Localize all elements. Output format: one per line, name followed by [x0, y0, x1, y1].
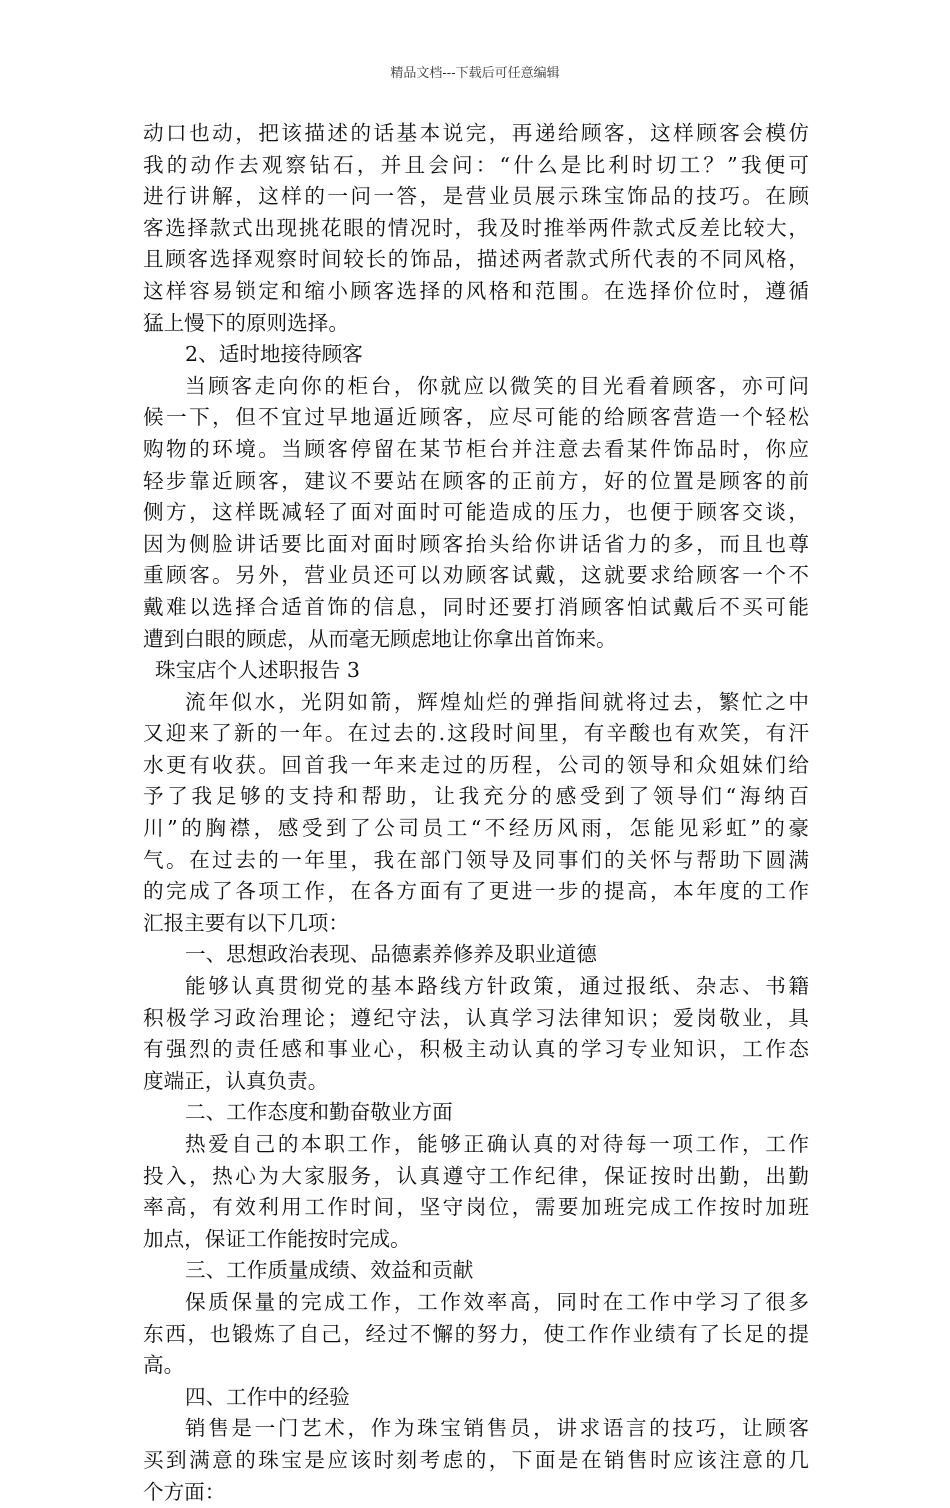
text-line: 汇报主要有以下几项：	[143, 910, 349, 935]
text-line: 一、思想政治表现、品德素养修养及职业道德	[185, 942, 597, 967]
text-line: 猛上慢下的原则选择。	[143, 310, 349, 335]
text-line: 轻步靠近顾客，建议不要站在顾客的正前方，好的位置是顾客的前	[143, 468, 809, 493]
text-line: 买到满意的珠宝是应该时刻考虑的，下面是在销售时应该注意的几	[143, 1447, 809, 1472]
text-line: 2、适时地接待顾客	[185, 342, 363, 367]
text-line: 进行讲解，这样的一问一答，是营业员展示珠宝饰品的技巧。在顾	[143, 184, 809, 209]
text-line: 水更有收获。回首我一年来走过的历程，公司的领导和众姐妹们给	[143, 752, 809, 777]
text-line: 度端正，认真负责。	[143, 1068, 329, 1093]
page-header: 精品文档---下载后可任意编辑	[390, 66, 560, 81]
text-line: 高。	[143, 1353, 185, 1378]
text-line: 因为侧脸讲话要比面对面时顾客抬头给你讲话省力的多，而且也尊	[143, 531, 809, 556]
text-line: 这样容易锁定和缩小顾客选择的风格和范围。在选择价位时，遵循	[143, 278, 809, 303]
text-line: 投入，热心为大家服务，认真遵守工作纪律，保证按时出勤，出勤	[143, 1163, 809, 1188]
section-heading: 珠宝店个人述职报告 3	[155, 658, 360, 683]
text-line: 流年似水，光阴如箭，辉煌灿烂的弹指间就将过去，繁忙之中	[185, 689, 809, 714]
text-line: 东西，也锻炼了自己，经过不懈的努力，使工作作业绩有了长足的提	[143, 1321, 809, 1346]
text-line: 当顾客走向你的柜台，你就应以微笑的目光看着顾客，亦可问	[185, 373, 809, 398]
text-line: 戴难以选择合适首饰的信息，同时还要打消顾客怕试戴后不买可能	[143, 594, 809, 619]
text-line: 二、工作态度和勤奋敬业方面	[185, 1100, 453, 1125]
text-line: 三、工作质量成绩、效益和贡献	[185, 1258, 474, 1283]
text-line: 且顾客选择观察时间较长的饰品，描述两者款式所代表的不同风格，	[143, 247, 809, 272]
text-line: 予了我足够的支持和帮助，让我充分的感受到了领导们“海纳百	[143, 784, 809, 809]
text-line: 重顾客。另外，营业员还可以劝顾客试戴，这就要求给顾客一个不	[143, 563, 809, 588]
document-body	[143, 118, 809, 1508]
text-line: 动口也动，把该描述的话基本说完，再递给顾客，这样顾客会模仿	[143, 121, 809, 145]
text-line: 我的动作去观察钻石，并且会问：“什么是比利时切工？”我便可	[143, 152, 809, 177]
text-line: 加点，保证工作能按时完成。	[143, 1226, 411, 1251]
text-line: 遭到白眼的顾虑，从而毫无顾虑地让你拿出首饰来。	[143, 626, 617, 651]
text-line: 客选择款式出现挑花眼的情况时，我及时推举两件款式反差比较大，	[143, 215, 809, 240]
text-line: 四、工作中的经验	[185, 1384, 350, 1409]
text-line: 个方面：	[143, 1479, 226, 1504]
text-line: 热爱自己的本职工作，能够正确认真的对待每一项工作，工作	[185, 1132, 809, 1156]
text-line: 侧方，这样既减轻了面对面时可能造成的压力，也便于顾客交谈，	[143, 500, 809, 525]
text-line: 气。在过去的一年里，我在部门领导及同事们的关怀与帮助下圆满	[143, 847, 809, 872]
text-line: 购物的环境。当顾客停留在某节柜台并注意去看某件饰品时，你应	[143, 436, 809, 461]
text-line: 保质保量的完成工作，工作效率高，同时在工作中学习了很多	[185, 1289, 809, 1314]
text-line: 又迎来了新的一年。在过去的.这段时间里，有辛酸也有欢笑，有汗	[143, 721, 809, 746]
text-line: 的完成了各项工作，在各方面有了更进一步的提高，本年度的工作	[143, 879, 809, 904]
text-line: 有强烈的责任感和事业心，积极主动认真的学习专业知识，工作态	[143, 1037, 809, 1062]
text-line: 率高，有效利用工作时间，坚守岗位，需要加班完成工作按时加班	[143, 1195, 809, 1220]
text-line: 积极学习政治理论；遵纪守法，认真学习法律知识；爱岗敬业，具	[143, 1005, 809, 1030]
text-line: 能够认真贯彻党的基本路线方针政策，通过报纸、杂志、书籍	[185, 974, 809, 999]
text-line: 销售是一门艺术，作为珠宝销售员，讲求语言的技巧，让顾客	[185, 1416, 809, 1441]
text-line: 川”的胸襟，感受到了公司员工“不经历风雨，怎能见彩虹”的豪	[143, 816, 809, 841]
text-line: 候一下，但不宜过早地逼近顾客，应尽可能的给顾客营造一个轻松	[143, 405, 809, 430]
